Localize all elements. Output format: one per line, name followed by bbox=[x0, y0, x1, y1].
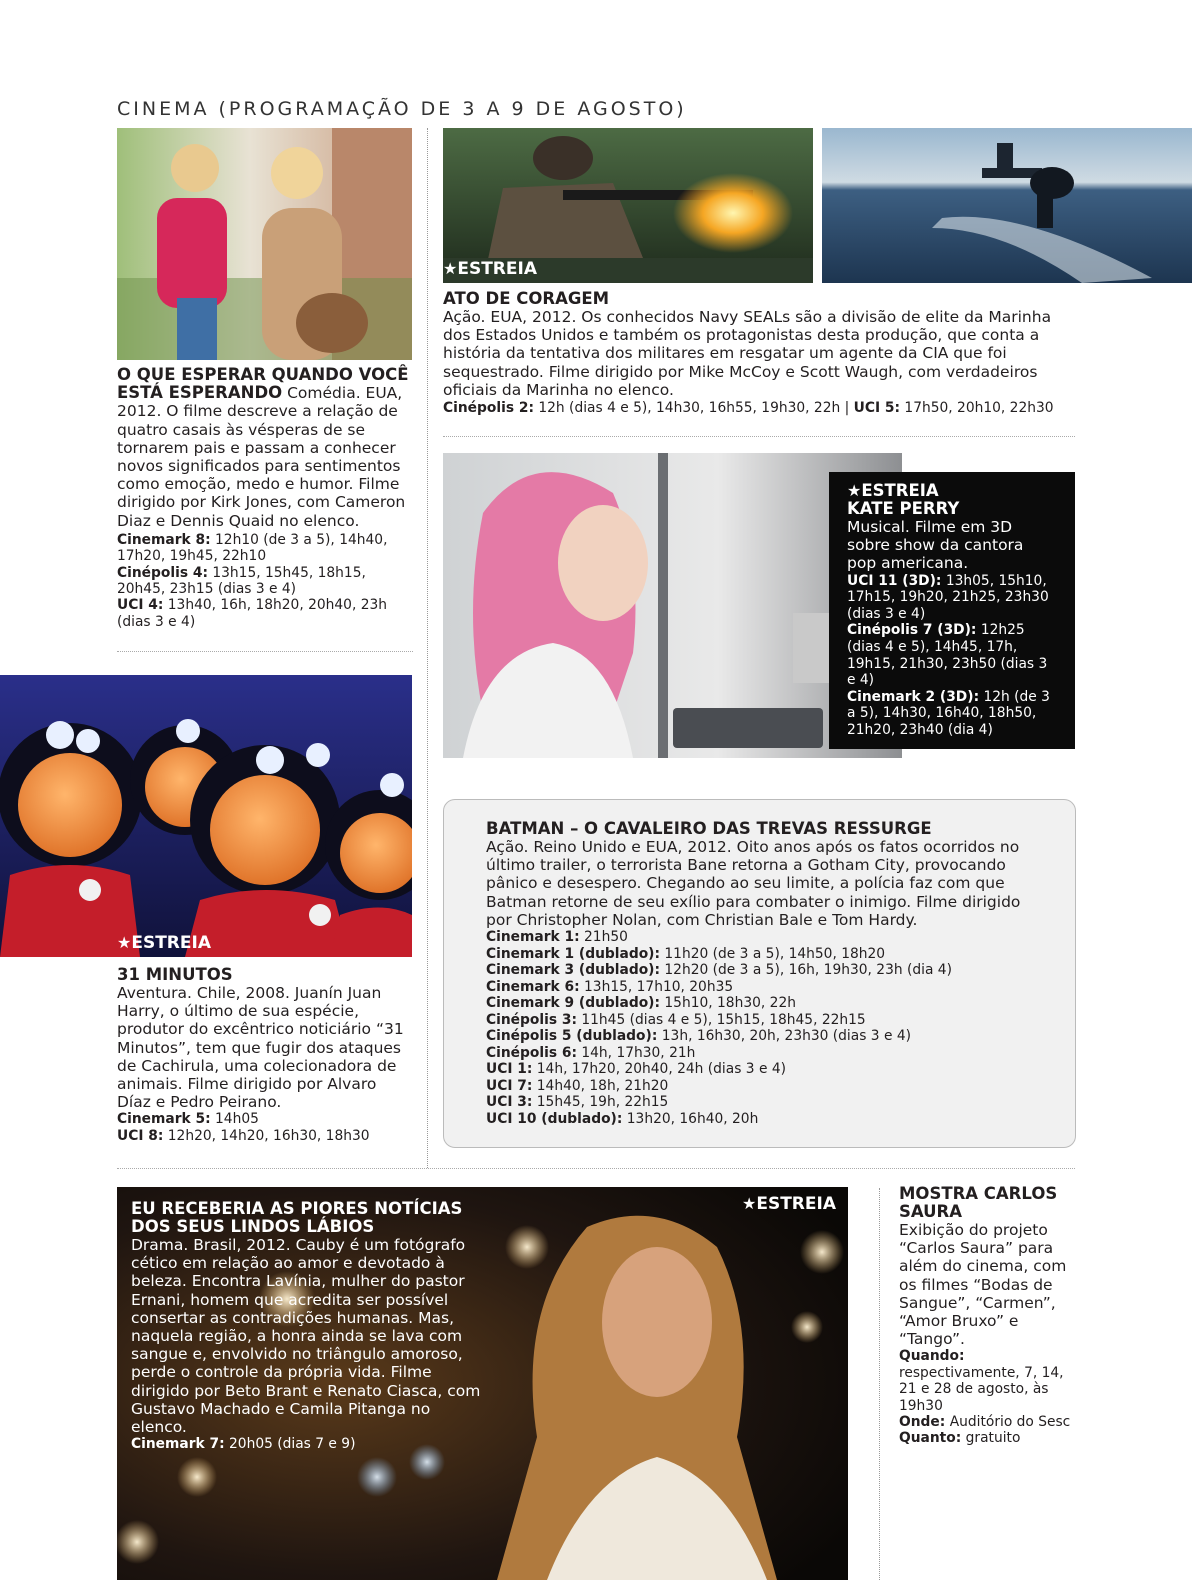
showtimes bbox=[117, 1111, 413, 1144]
film-photo-31-minutos bbox=[0, 675, 412, 957]
estreia-label: ESTREIA bbox=[756, 1194, 836, 1214]
star-icon: ★ bbox=[742, 1194, 757, 1213]
cinema-name: Cinemark 5: bbox=[117, 1111, 211, 1128]
showtime-list: 12h20, 14h20, 16h30, 18h30 bbox=[167, 1127, 370, 1144]
showtimes bbox=[131, 1436, 483, 1452]
showtime-list: 13h15, 17h10, 20h35 bbox=[584, 978, 734, 995]
film-title: 31 MINUTOS bbox=[117, 965, 233, 984]
star-icon: ★ bbox=[443, 259, 458, 278]
film-entry-ato-de-coragem bbox=[443, 290, 1078, 416]
divider bbox=[117, 651, 413, 652]
film-entry-31-minutos bbox=[117, 966, 413, 1144]
estreia-badge bbox=[117, 933, 211, 953]
cinema-name: Cinemark 7: bbox=[131, 1436, 225, 1453]
estreia-badge bbox=[742, 1194, 836, 1214]
showtime-list: 11h20 (de 3 a 5), 14h50, 18h20 bbox=[664, 945, 886, 962]
cinema-name: Cinemark 1 (dublado): bbox=[486, 945, 661, 962]
cinema-name: UCI 11 (3D): bbox=[847, 572, 942, 589]
cinema-name: Cinépolis 6: bbox=[486, 1044, 577, 1061]
column-divider-bottom bbox=[879, 1188, 880, 1580]
event-description: Exibição do projeto “Carlos Saura” para além do cinema, com os filmes “Bodas de Sangue”, “Carmen”, “Amor Bruxo” e “Tango”. bbox=[899, 1221, 1067, 1349]
cinema-name: UCI 4: bbox=[117, 597, 164, 614]
film-photo-ato-de-coragem-2 bbox=[822, 128, 1192, 283]
cinema-name: Cinépolis 2: bbox=[443, 400, 534, 417]
film-title-line1: EU RECEBERIA AS PIORES NOTÍCIAS bbox=[131, 1199, 463, 1218]
film-description: Comédia. EUA, 2012. O filme descreve a relação de quatro casais às vésperas de se tornarem pais e passam a conhecer novos significados para sentimentos como emoção, medo e humor. Filme dirigido por Kirk Jones, com Cameron Diaz e Dennis Quaid no elenco. bbox=[117, 384, 406, 530]
showtime-list: 14h, 17h30, 21h bbox=[581, 1044, 696, 1061]
cinema-name: Cinemark 3 (dublado): bbox=[486, 962, 661, 979]
showtime-list: 12h25 (dias 4 e 5), 14h45, 17h, 19h15, 21h30, 23h50 (dias 3 e 4) bbox=[847, 622, 1048, 689]
batman-info-box bbox=[443, 799, 1076, 1148]
divider bbox=[443, 436, 1075, 437]
film-description: Musical. Filme em 3D sobre show da cantora pop americana. bbox=[847, 518, 1024, 573]
showtime-list: 14h05 bbox=[215, 1111, 259, 1128]
estreia-label: ESTREIA bbox=[457, 259, 537, 279]
estreia-label: ESTREIA bbox=[131, 933, 211, 953]
cinema-name: UCI 10 (dublado): bbox=[486, 1110, 623, 1127]
cinema-name: Cinemark 8: bbox=[117, 531, 211, 548]
showtime-list: 14h, 17h20, 20h40, 24h (dias 3 e 4) bbox=[536, 1061, 786, 1078]
cinema-name: Cinépolis 5 (dublado): bbox=[486, 1028, 658, 1045]
cinema-name: Cinemark 6: bbox=[486, 978, 580, 995]
showtime-list: 12h (de 3 a 5), 14h30, 16h40, 18h50, 21h20, 23h40 (dia 4) bbox=[847, 688, 1050, 738]
showtime-list: 15h10, 18h30, 22h bbox=[664, 995, 796, 1012]
estreia-label: ESTREIA bbox=[861, 481, 939, 500]
film-title: ATO DE CORAGEM bbox=[443, 289, 610, 308]
kate-perry-info-box bbox=[829, 472, 1075, 749]
cinema-name: UCI 8: bbox=[117, 1127, 164, 1144]
showtime-list: 20h05 (dias 7 e 9) bbox=[229, 1436, 356, 1453]
cinema-name: Cinemark 1: bbox=[486, 929, 580, 946]
film-title-line1: O QUE ESPERAR QUANDO VOCÊ bbox=[117, 365, 409, 384]
film-entry-eu-receberia bbox=[131, 1200, 483, 1453]
showtime-list: 21h50 bbox=[584, 929, 628, 946]
event-entry-mostra-carlos-saura bbox=[899, 1185, 1077, 1447]
film-title: BATMAN – O CAVALEIRO DAS TREVAS RESSURGE bbox=[486, 819, 932, 838]
film-description: Aventura. Chile, 2008. Juanín Juan Harry, o último de sua espécie, produtor do excêntrico noticiário “31 Minutos”, tem que fugir dos ataques de Cachirula, uma colecionadora de animais. Filme dirigido por Alvaro Díaz e Pedro Peirano. bbox=[117, 984, 404, 1112]
when-label: Quando: bbox=[899, 1348, 965, 1365]
showtime-list: 13h15, 15h45, 18h15, 20h45, 23h15 (dias 3 e 4) bbox=[117, 564, 366, 598]
showtimes bbox=[117, 532, 415, 630]
film-title-line2: DOS SEUS LINDOS LÁBIOS bbox=[131, 1217, 375, 1236]
film-photo-o-que-esperar bbox=[117, 128, 412, 360]
showtime-list: 13h20, 16h40, 20h bbox=[626, 1110, 759, 1127]
film-entry-o-que-esperar bbox=[117, 366, 415, 630]
cinema-name: UCI 5: bbox=[853, 400, 901, 417]
column-divider bbox=[427, 128, 428, 1168]
film-title: KATE PERRY bbox=[847, 499, 960, 518]
estreia-badge bbox=[847, 481, 1075, 500]
price-value: gratuito bbox=[965, 1430, 1021, 1447]
showtime-list: 12h20 (de 3 a 5), 16h, 19h30, 23h (dia 4) bbox=[664, 962, 952, 979]
showtime-list: 15h45, 19h, 22h15 bbox=[536, 1094, 669, 1111]
cinema-name: Cinemark 9 (dublado): bbox=[486, 995, 661, 1012]
showtimes bbox=[847, 573, 1057, 739]
showtime-list: 14h40, 18h, 21h20 bbox=[536, 1077, 669, 1094]
where-value: Auditório do Sesc bbox=[949, 1414, 1071, 1431]
cinema-name: Cinépolis 3: bbox=[486, 1011, 577, 1028]
cinema-name: UCI 7: bbox=[486, 1077, 533, 1094]
star-icon: ★ bbox=[847, 481, 862, 500]
when-value: respectivamente, 7, 14, 21 e 28 de agosto, às 19h30 bbox=[899, 1364, 1064, 1414]
where-label: Onde: bbox=[899, 1414, 946, 1431]
event-title: MOSTRA CARLOS SAURA bbox=[899, 1184, 1058, 1221]
film-title-line2: ESTÁ ESPERANDO bbox=[117, 383, 283, 403]
cinema-name: Cinépolis 4: bbox=[117, 564, 208, 581]
estreia-badge bbox=[443, 259, 537, 279]
showtime-list: 13h, 16h30, 20h, 23h30 (dias 3 e 4) bbox=[661, 1028, 911, 1045]
section-header: CINEMA (PROGRAMAÇÃO DE 3 A 9 DE AGOSTO) bbox=[117, 98, 687, 120]
film-description: Ação. Reino Unido e EUA, 2012. Oito anos após os fatos ocorridos no último trailer, o terrorista Bane retorna a Gotham City, provocando pânico e desespero. Chegando ao seu limite, a polícia faz com que Batman retorne de seu exílio para combater o inimigo. Filme dirigido por Christopher Nolan, com Christian Bale e Tom Hardy. bbox=[486, 838, 1021, 929]
film-description: Drama. Brasil, 2012. Cauby é um fotógrafo cético em relação ao amor e devotado à beleza. Encontra Lavínia, mulher do pastor Ernani, homem que acredita ser possível consertar as contradições humanas. Mas, naquela região, a honra ainda se lava com sangue e, envolvido no triângulo amoroso, perde o controle da própria vida. Filme dirigido por Beto Brant e Renato Ciasca, com Gustavo Machado e Camila Pitanga no elenco. bbox=[131, 1236, 481, 1437]
showtime-list: 12h10 (de 3 a 5), 14h40, 17h20, 19h45, 22h10 bbox=[117, 531, 388, 565]
showtimes bbox=[486, 929, 1046, 1127]
showtimes bbox=[443, 400, 1078, 416]
film-entry-batman bbox=[486, 820, 1046, 1127]
showtime-list: 11h45 (dias 4 e 5), 15h15, 18h45, 22h15 bbox=[581, 1011, 866, 1028]
price-label: Quanto: bbox=[899, 1430, 962, 1447]
film-description: Ação. EUA, 2012. Os conhecidos Navy SEALs são a divisão de elite da Marinha dos Estados Unidos e também os protagonistas desta produção, que conta a história da tentativa dos militares em resgatar um agente da CIA que foi sequestrado. Filme dirigido por Mike McCoy e Scott Waugh, com verdadeiros oficiais da Marinha no elenco. bbox=[443, 308, 1052, 399]
showtime-list: 12h (dias 4 e 5), 14h30, 16h55, 19h30, 22h | bbox=[538, 400, 854, 417]
cinema-name: UCI 3: bbox=[486, 1094, 533, 1111]
star-icon: ★ bbox=[117, 933, 132, 952]
showtime-list: 13h05, 15h10, 17h15, 19h20, 21h25, 23h30 (dias 3 e 4) bbox=[847, 572, 1049, 622]
cinema-name: Cinemark 2 (3D): bbox=[847, 688, 980, 705]
showtime-list: 17h50, 20h10, 22h30 bbox=[904, 400, 1054, 417]
cinema-name: Cinépolis 7 (3D): bbox=[847, 622, 977, 639]
showtime-list: 13h40, 16h, 18h20, 20h40, 23h (dias 3 e 4) bbox=[117, 597, 388, 630]
divider bbox=[117, 1168, 1075, 1169]
cinema-name: UCI 1: bbox=[486, 1061, 533, 1078]
event-details bbox=[899, 1348, 1077, 1446]
